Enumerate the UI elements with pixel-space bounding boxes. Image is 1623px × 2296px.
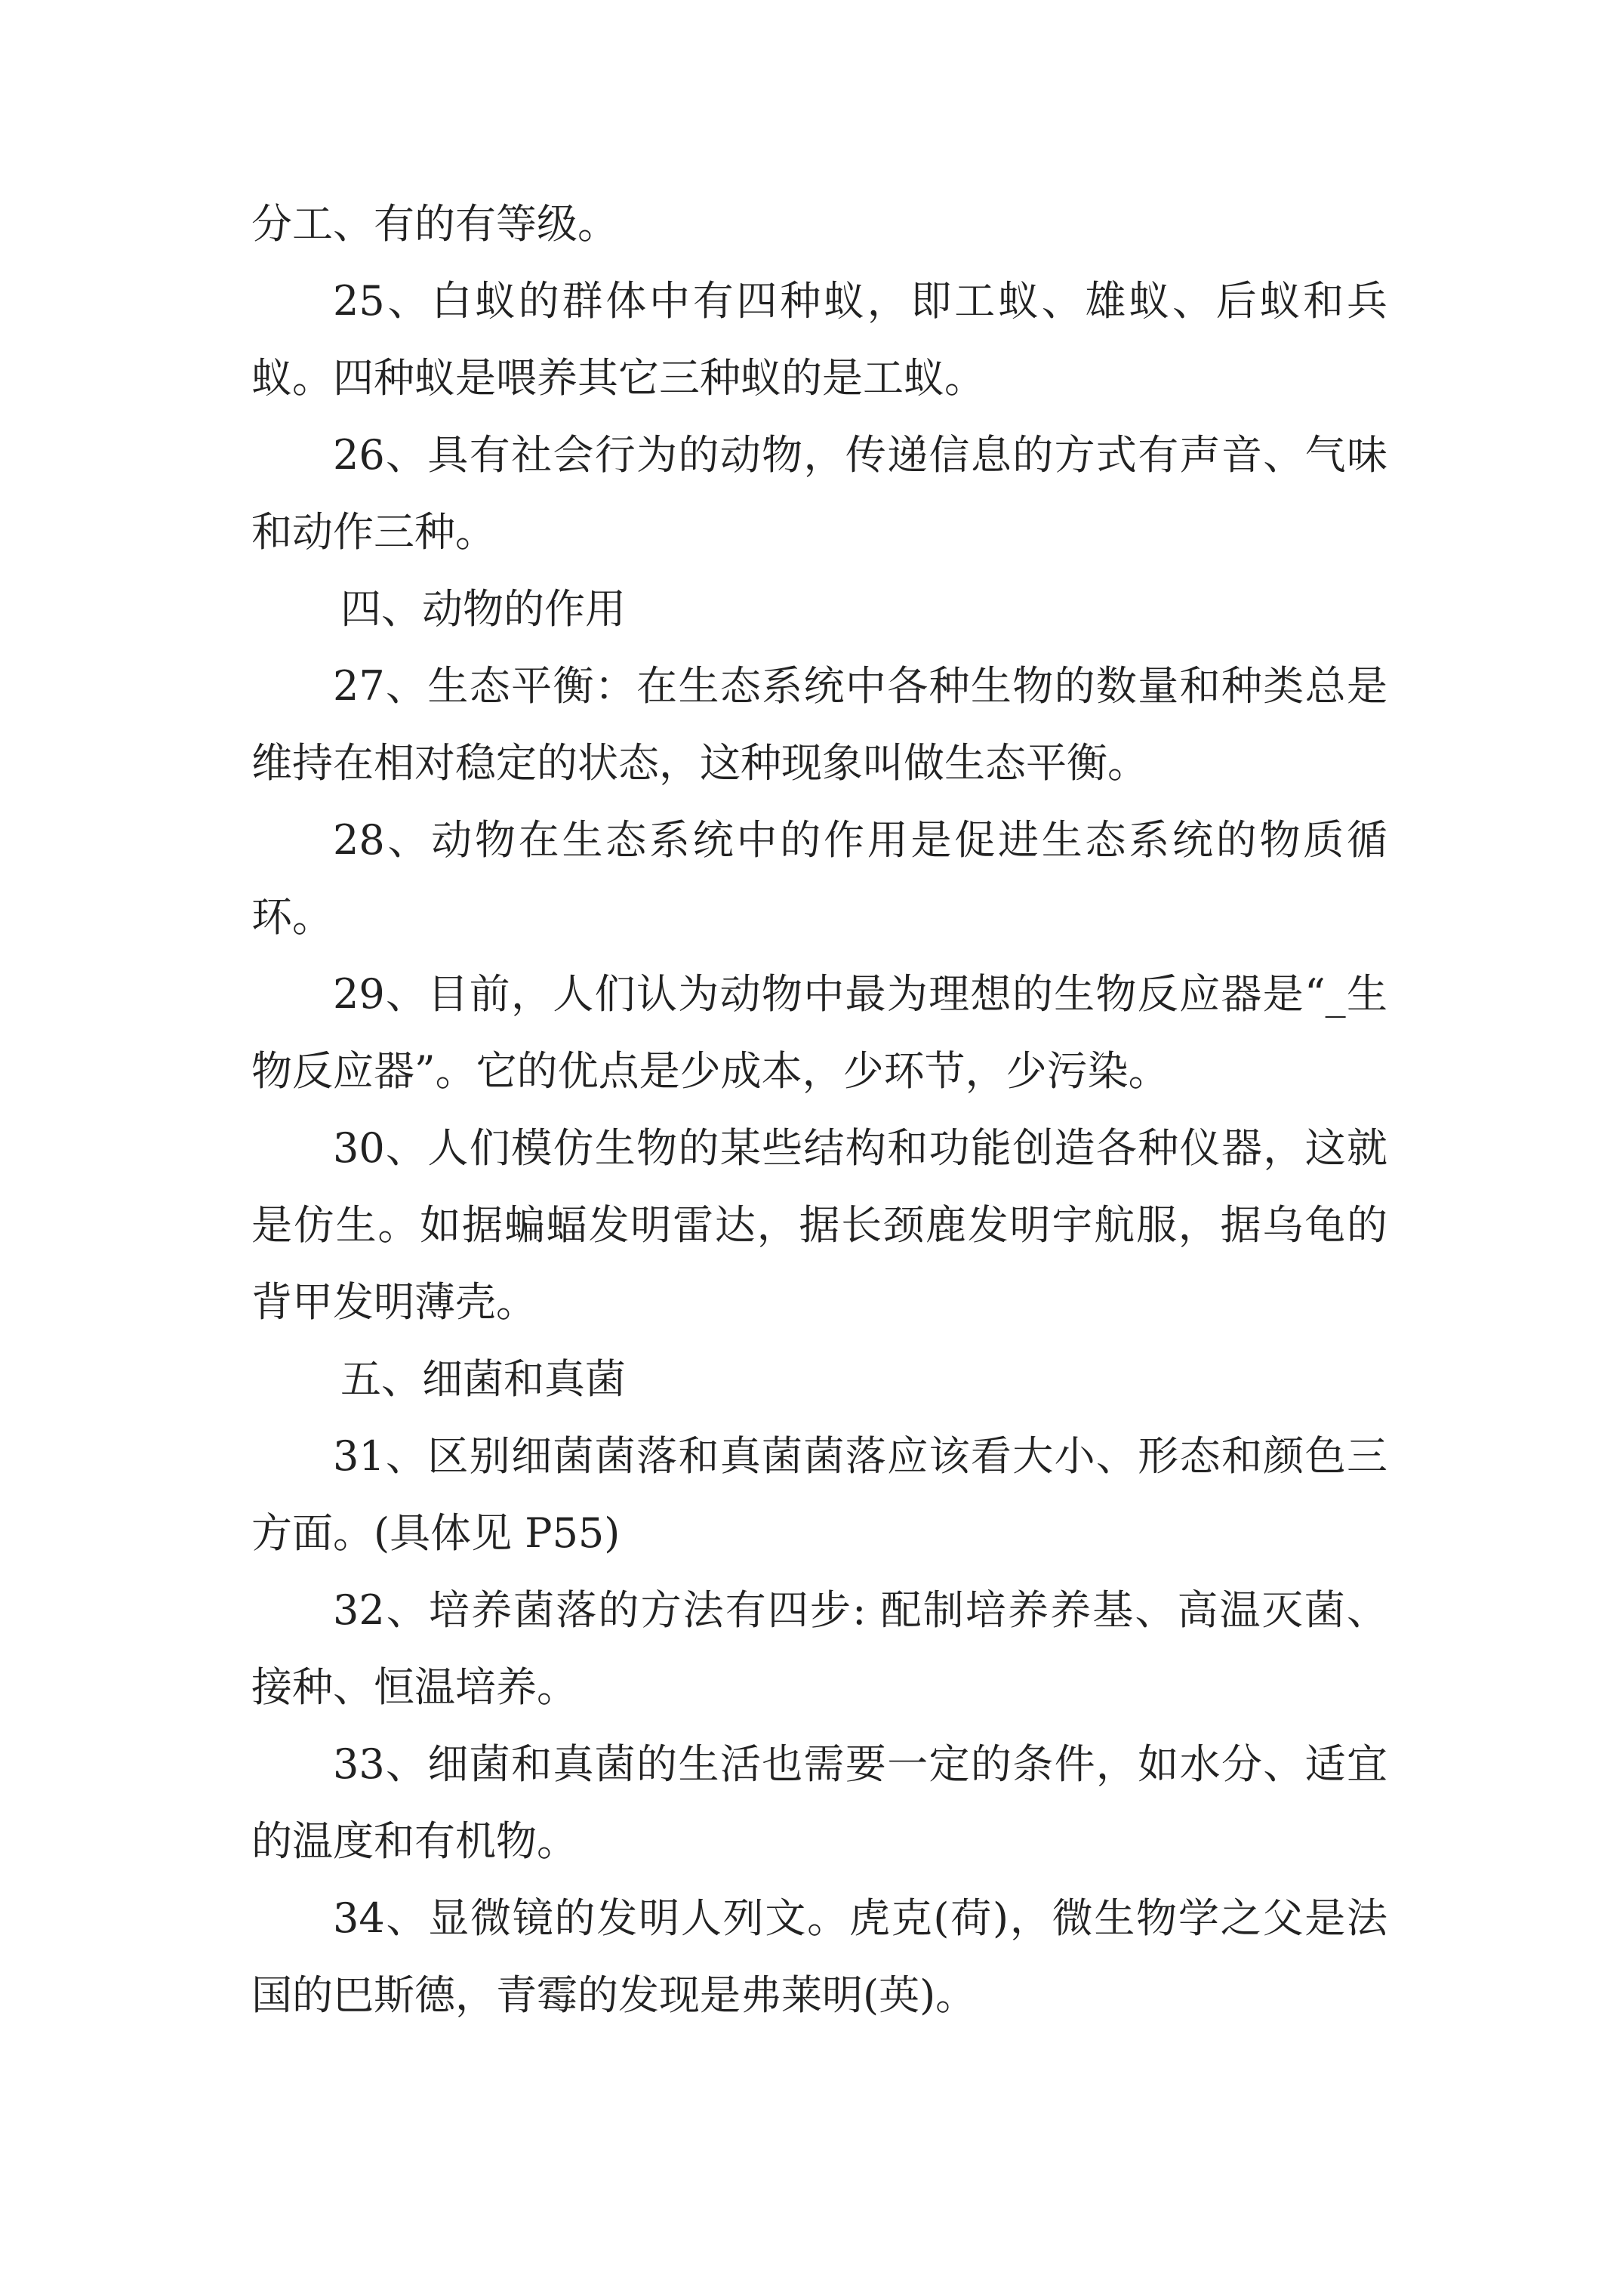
paragraph-item-28: 28、动物在生态系统中的作用是促进生态系统的物质循环。 — [251, 816, 1387, 941]
paragraph-item-33: 33、细菌和真菌的生活也需要一定的条件，如水分、适宜的温度和有机物。 — [251, 1740, 1387, 1865]
paragraph-item-32: 32、培养菌落的方法有四步: 配制培养养基、高温灭菌、接种、恒温培养。 — [251, 1586, 1387, 1711]
section-heading-animal-roles: 四、动物的作用 — [340, 585, 626, 633]
section-heading-bacteria-fungi: 五、细菌和真菌 — [340, 1355, 626, 1403]
document-body — [251, 186, 1387, 2034]
paragraph-item-26: 26、具有社会行为的动物，传递信息的方式有声音、气味和动作三种。 — [251, 431, 1387, 556]
paragraph-item-29: 29、目前，人们认为动物中最为理想的生物反应器是“_生物反应器”。它的优点是少成本，少环节，少污染。 — [251, 970, 1387, 1095]
paragraph-item-25: 25、白蚁的群体中有四种蚁，即工蚁、雄蚁、后蚁和兵蚁。四种蚁是喂养其它三种蚁的是工蚁。 — [251, 277, 1387, 402]
paragraph-continuation: 分工、有的有等级。 — [251, 200, 618, 248]
paragraph-item-30: 30、人们模仿生物的某些结构和功能创造各种仪器，这就是仿生。如据蝙蝠发明雷达，据长颈鹿发明宇航服，据乌龟的背甲发明薄壳。 — [251, 1124, 1387, 1326]
paragraph-item-34: 34、显微镜的发明人列文。虎克(荷)，微生物学之父是法国的巴斯德，青霉的发现是弗莱明(英)。 — [251, 1894, 1387, 2019]
paragraph-item-27: 27、生态平衡：在生态系统中各种生物的数量和种类总是维持在相对稳定的状态，这种现象叫做生态平衡。 — [251, 662, 1387, 787]
paragraph-item-31: 31、区别细菌菌落和真菌菌落应该看大小、形态和颜色三方面。(具体见 P55) — [251, 1432, 1387, 1557]
